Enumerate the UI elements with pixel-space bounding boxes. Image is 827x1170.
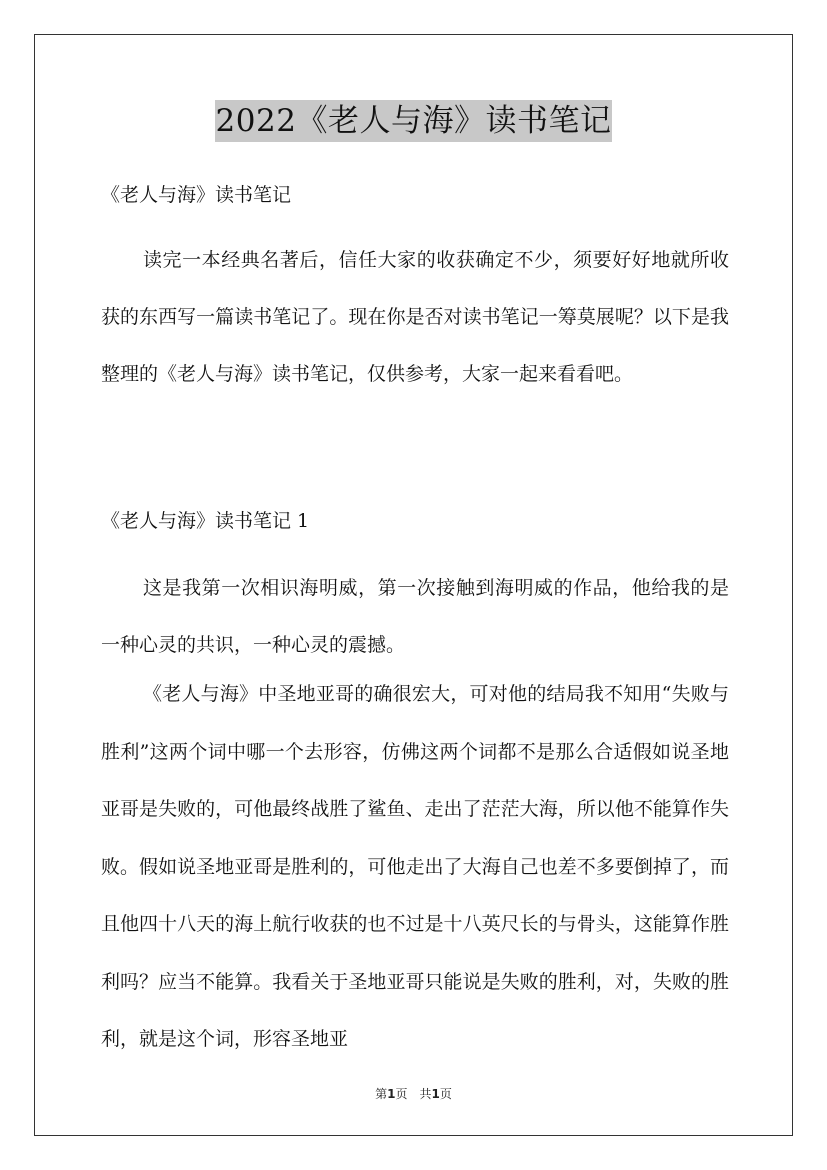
footer-page-prefix: 第 bbox=[375, 1087, 388, 1101]
footer-page-total: 1 bbox=[431, 1087, 440, 1101]
note1-paragraph-2: 《老人与海》中圣地亚哥的确很宏大，可对他的结局我不知用“失败与胜利”这两个词中哪一个去形容，仿佛这两个词都不是那么合适假如说圣地亚哥是失败的，可他最终战胜了鲨鱼、走出了茫茫大海，所以他不能算作失败。假如说圣地亚哥是胜利的，可他走出了大海自己也差不多要倒掉了，而且他四十八天的海上航行收获的也不过是十八英尺长的与骨头，这能算作胜利吗？应当不能算。我看关于圣地亚哥只能说是失败的胜利，对，失败的胜利，就是这个词，形容圣地亚 bbox=[101, 683, 729, 1050]
footer-page-current: 1 bbox=[387, 1087, 396, 1101]
footer-page-suffix: 页 bbox=[439, 1087, 452, 1101]
intro-heading: 《老人与海》读书笔记 bbox=[101, 184, 292, 206]
note1-paragraph-1: 这是我第一次相识海明威，第一次接触到海明威的作品，他给我的是一种心灵的共识，一种心灵的震撼。 bbox=[101, 577, 729, 656]
page-footer bbox=[0, 1085, 827, 1102]
note1-heading: 《老人与海》读书笔记 1 bbox=[101, 510, 310, 532]
title-container bbox=[0, 100, 827, 142]
intro-paragraph: 读完一本经典名著后，信任大家的收获确定不少，须要好好地就所收获的东西写一篇读书笔记了。现在你是否对读书笔记一筹莫展呢？以下是我整理的《老人与海》读书笔记，仅供参考，大家一起来看看吧。 bbox=[101, 249, 729, 385]
footer-page-mid: 页 共 bbox=[395, 1087, 432, 1101]
document-title: 2022《老人与海》读书笔记 bbox=[215, 100, 613, 142]
